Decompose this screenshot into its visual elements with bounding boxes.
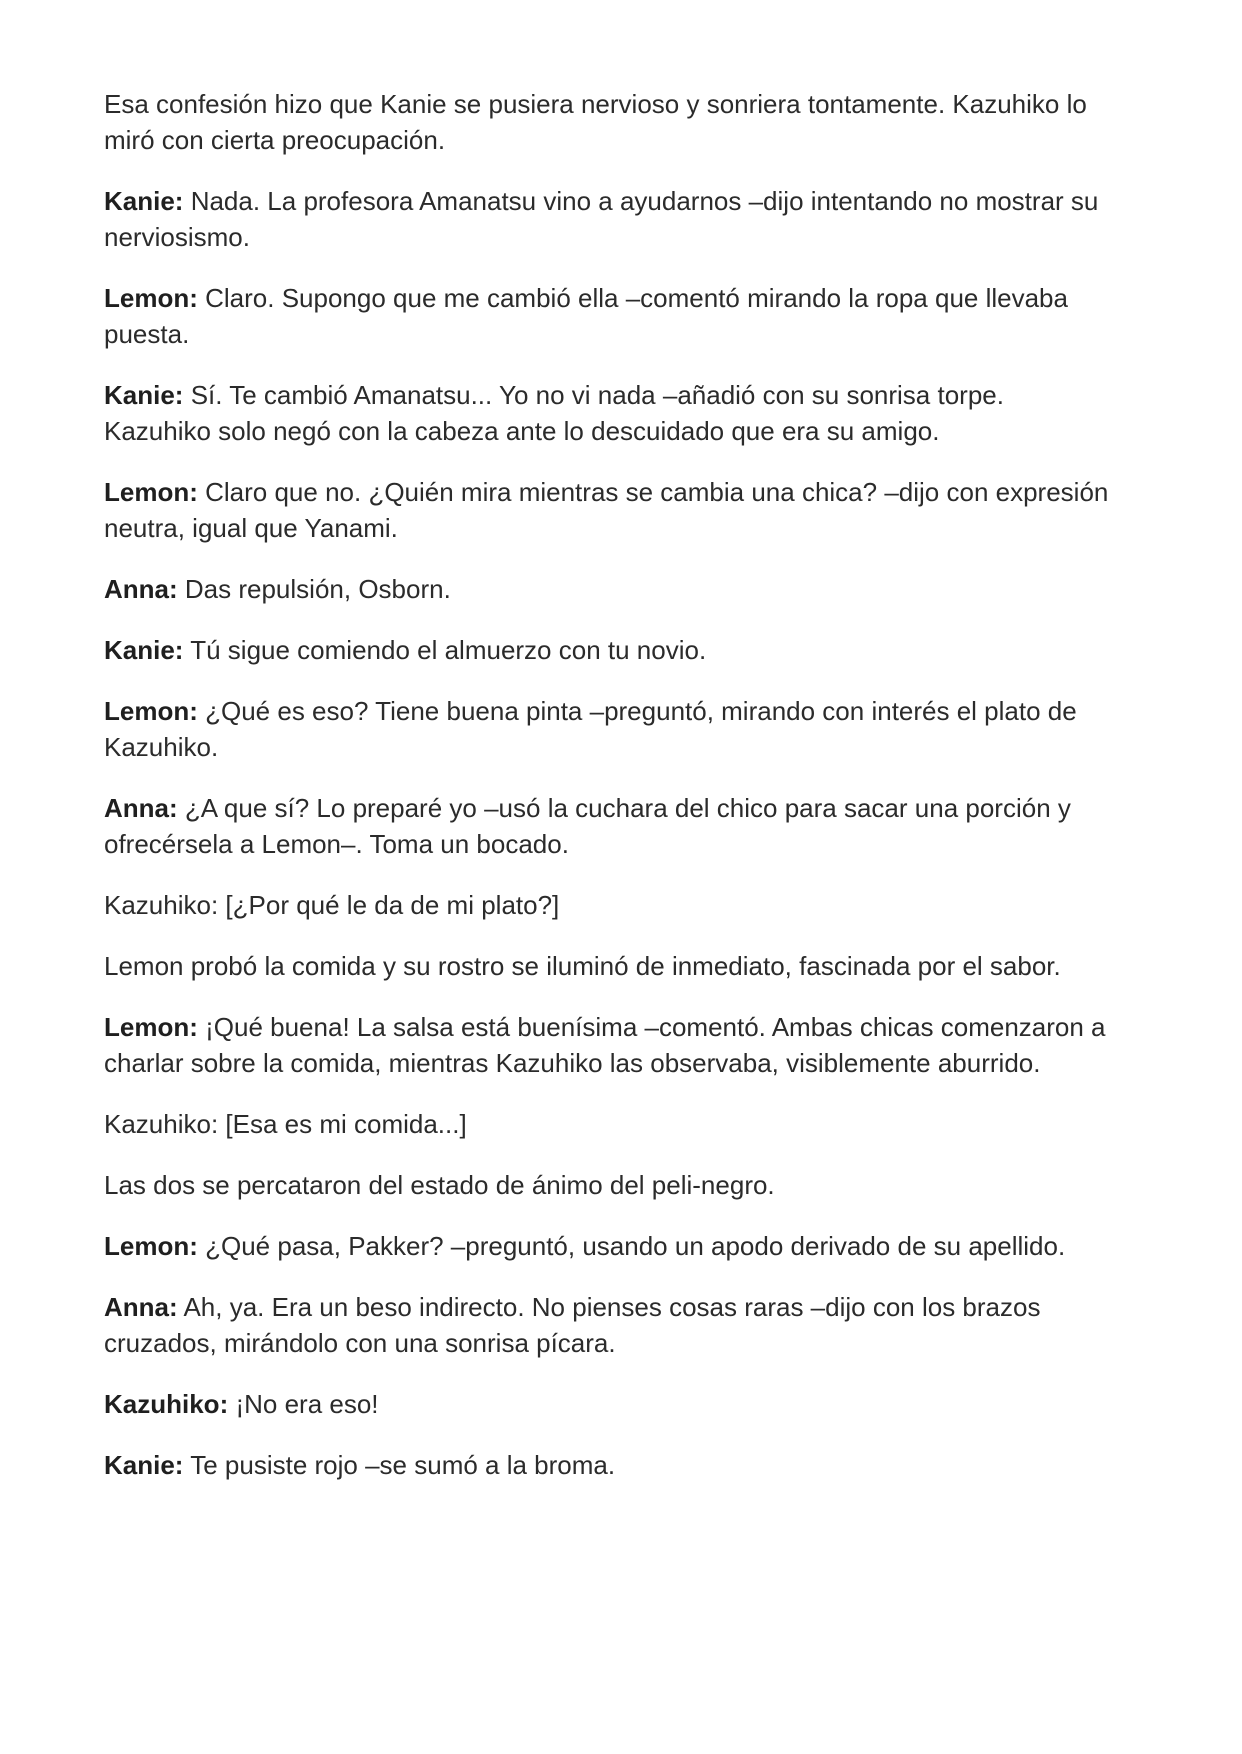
paragraph-text: Tú sigue comiendo el almuerzo con tu novio.	[183, 635, 707, 665]
paragraph-text: ¿A que sí? Lo preparé yo –usó la cuchara del chico para sacar una porción y ofrecérsela a Lemon–. Toma un bocado.	[104, 793, 1071, 859]
speaker-name: Lemon:	[104, 283, 198, 313]
speaker-name: Anna:	[104, 574, 178, 604]
paragraph-narration	[104, 1167, 1112, 1203]
paragraph-dialogue	[104, 1386, 1112, 1422]
paragraph-thought	[104, 887, 1112, 923]
paragraph-text: Das repulsión, Osborn.	[177, 574, 451, 604]
paragraph-dialogue	[104, 280, 1112, 352]
speaker-name: Anna:	[104, 793, 178, 823]
paragraph-text: Lemon probó la comida y su rostro se iluminó de inmediato, fascinada por el sabor.	[104, 951, 1061, 981]
paragraph-text: Claro. Supongo que me cambió ella –comentó mirando la ropa que llevaba puesta.	[104, 283, 1068, 349]
speaker-name: Anna:	[104, 1292, 178, 1322]
paragraph-text: Ah, ya. Era un beso indirecto. No pienses cosas raras –dijo con los brazos cruzados, mirándolo con una sonrisa pícara.	[104, 1292, 1041, 1358]
paragraph-text: ¿Qué es eso? Tiene buena pinta –preguntó, mirando con interés el plato de Kazuhiko.	[104, 696, 1077, 762]
paragraph-text: Te pusiste rojo –se sumó a la broma.	[183, 1450, 616, 1480]
paragraph-text: Kazuhiko: [¿Por qué le da de mi plato?]	[104, 890, 560, 920]
paragraph-dialogue	[104, 377, 1112, 449]
speaker-name: Kanie:	[104, 186, 184, 216]
paragraph-text: ¿Qué pasa, Pakker? –preguntó, usando un apodo derivado de su apellido.	[197, 1231, 1066, 1261]
paragraph-dialogue	[104, 1228, 1112, 1264]
paragraph-text: Nada. La profesora Amanatsu vino a ayudarnos –dijo intentando no mostrar su nerviosismo.	[104, 186, 1099, 252]
speaker-name: Kazuhiko:	[104, 1389, 229, 1419]
paragraph-text: ¡Qué buena! La salsa está buenísima –comentó. Ambas chicas comenzaron a charlar sobre la comida, mientras Kazuhiko las observaba, visiblemente aburrido.	[104, 1012, 1106, 1078]
paragraph-text: Las dos se percataron del estado de ánimo del peli-negro.	[104, 1170, 775, 1200]
paragraph-narration	[104, 948, 1112, 984]
paragraph-dialogue	[104, 1289, 1112, 1361]
paragraph-dialogue	[104, 790, 1112, 862]
speaker-name: Lemon:	[104, 696, 198, 726]
speaker-name: Kanie:	[104, 1450, 184, 1480]
paragraph-text: Sí. Te cambió Amanatsu... Yo no vi nada –añadió con su sonrisa torpe. Kazuhiko solo negó con la cabeza ante lo descuidado que era su amigo.	[104, 380, 1004, 446]
paragraph-narration	[104, 86, 1112, 158]
paragraph-dialogue	[104, 632, 1112, 668]
paragraph-text: Kazuhiko: [Esa es mi comida...]	[104, 1109, 467, 1139]
paragraph-thought	[104, 1106, 1112, 1142]
speaker-name: Lemon:	[104, 1012, 198, 1042]
paragraph-text: Esa confesión hizo que Kanie se pusiera nervioso y sonriera tontamente. Kazuhiko lo miró con cierta preocupación.	[104, 89, 1087, 155]
paragraph-text: ¡No era eso!	[228, 1389, 379, 1419]
paragraph-dialogue	[104, 1447, 1112, 1483]
speaker-name: Lemon:	[104, 1231, 198, 1261]
paragraph-text: Claro que no. ¿Quién mira mientras se cambia una chica? –dijo con expresión neutra, igual que Yanami.	[104, 477, 1109, 543]
paragraph-dialogue	[104, 183, 1112, 255]
speaker-name: Lemon:	[104, 477, 198, 507]
speaker-name: Kanie:	[104, 380, 184, 410]
paragraph-dialogue	[104, 571, 1112, 607]
speaker-name: Kanie:	[104, 635, 184, 665]
paragraph-dialogue	[104, 693, 1112, 765]
paragraph-dialogue	[104, 474, 1112, 546]
paragraph-dialogue	[104, 1009, 1112, 1081]
